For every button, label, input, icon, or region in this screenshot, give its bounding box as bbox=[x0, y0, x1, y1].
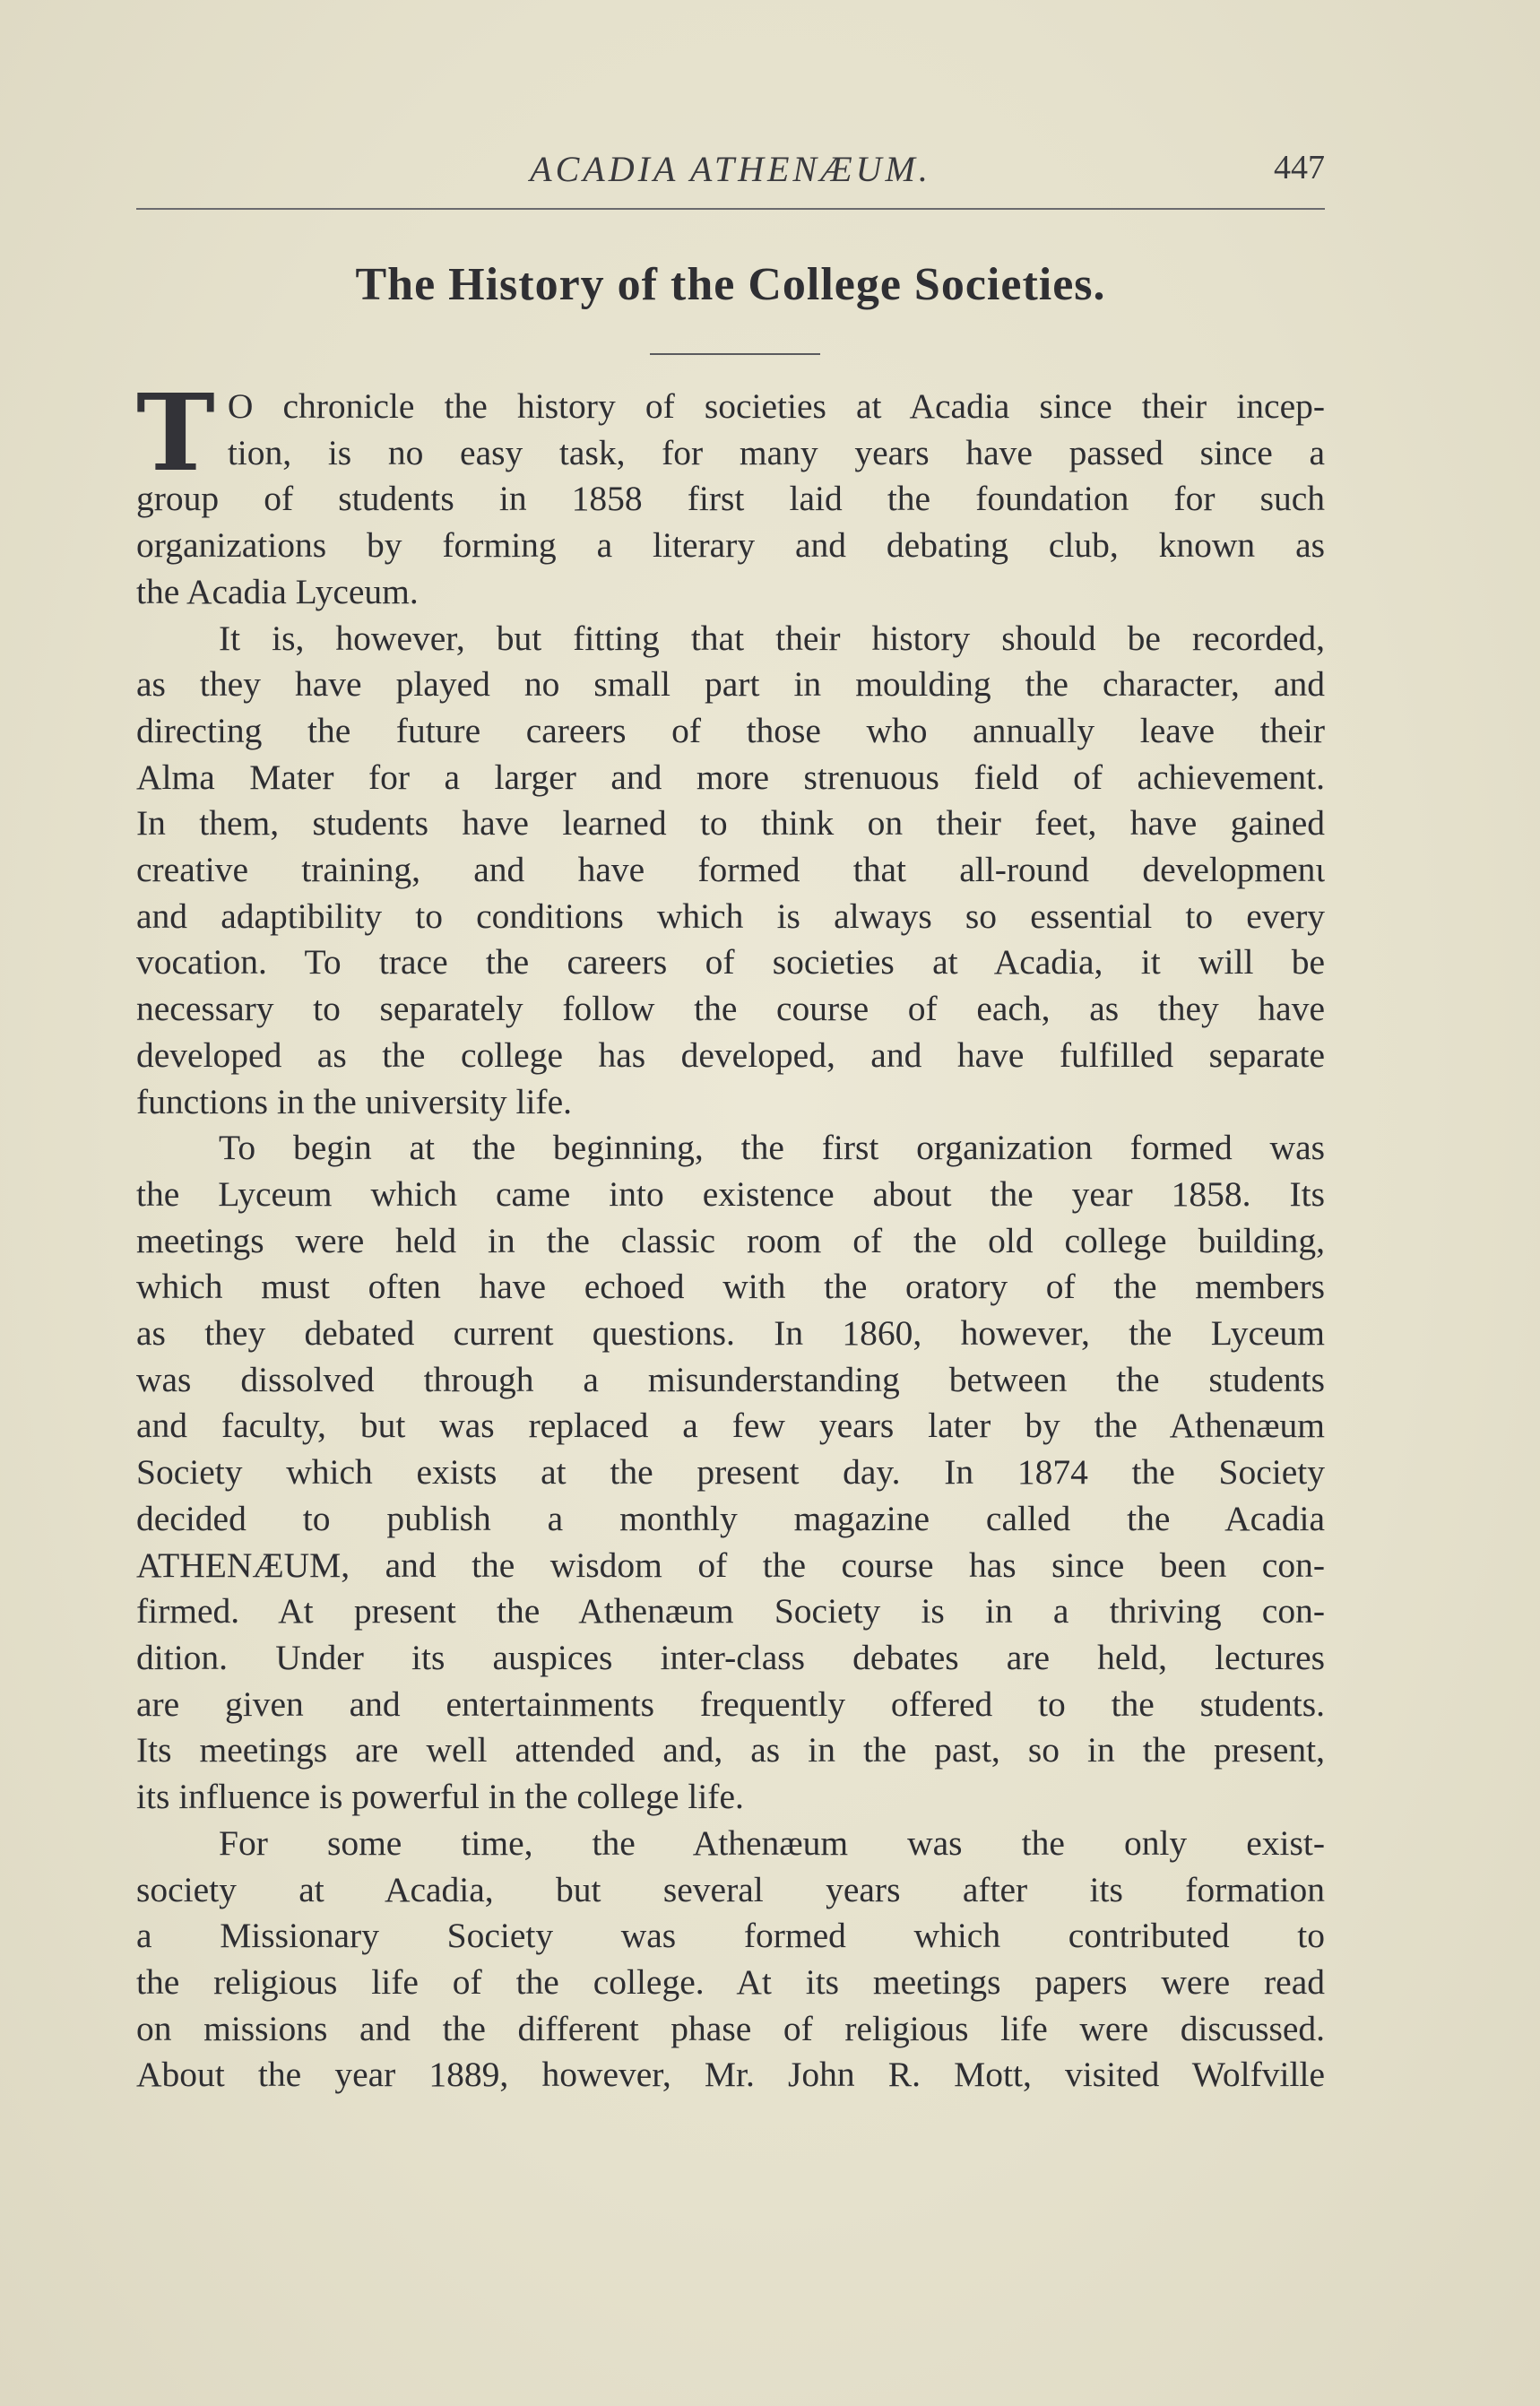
text-line: dition. Under its auspices inter-class debates are held, lectures bbox=[136, 1637, 1325, 1677]
text-line: necessary to separately follow the course of each, as they have bbox=[136, 989, 1325, 1029]
text-line: It is, however, but fitting that their history should be recorded, bbox=[219, 618, 1325, 658]
text-line: are given and entertainments frequently offered to the students. bbox=[136, 1683, 1325, 1724]
text-line: the Lyceum which came into existence about the year 1858. Its bbox=[136, 1173, 1325, 1214]
paragraph-3 bbox=[136, 1125, 1325, 1821]
paragraph-1 bbox=[136, 370, 1325, 616]
text-line: Its meetings are well attended and, as in the past, so in the present, bbox=[136, 1730, 1325, 1770]
text-line: and adaptibility to conditions which is always so essential to every bbox=[136, 896, 1325, 936]
text-line: as they have played no small part in moulding the character, and bbox=[136, 664, 1325, 705]
text-line: About the year 1889, however, Mr. John R. Mott, visited Wolfville bbox=[136, 2055, 1325, 2095]
text-line: tion, is no easy task, for many years have passed since a bbox=[227, 432, 1325, 472]
text-line: which must often have echoed with the oratory of the members bbox=[136, 1267, 1325, 1307]
text-line: For some time, the Athenæum was the only exist- bbox=[219, 1822, 1325, 1863]
text-line: was dissolved through a misunderstanding between the students bbox=[136, 1359, 1325, 1399]
text-line: vocation. To trace the careers of societies at Acadia, it will be bbox=[136, 942, 1325, 982]
text-line: a Missionary Society was formed which contributed to bbox=[136, 1916, 1325, 1956]
text-line: Alma Mater for a larger and more strenuous field of achievement. bbox=[136, 757, 1325, 797]
running-head bbox=[136, 148, 1325, 202]
text-line: on missions and the different phase of religious life were discussed. bbox=[136, 2008, 1325, 2048]
text-line: Society which exists at the present day. In 1874 the Society bbox=[136, 1452, 1325, 1493]
text-line: as they debated current questions. In 1860, however, the Lyceum bbox=[136, 1313, 1325, 1354]
title-divider bbox=[650, 353, 820, 355]
text-line: society at Acadia, but several years after its formation bbox=[136, 1869, 1325, 1909]
article-title: The History of the College Societies. bbox=[355, 259, 1106, 310]
running-title: ACADIA ATHENÆUM. bbox=[530, 149, 931, 189]
text-line: In them, students have learned to think on their feet, have gained bbox=[136, 803, 1325, 844]
text-line: the Acadia Lyceum. bbox=[136, 571, 419, 611]
text-line: group of students in 1858 first laid the foundation for such bbox=[136, 479, 1325, 519]
text-line: and faculty, but was replaced a few years later by the Athenæum bbox=[136, 1406, 1325, 1446]
text-line: To begin at the beginning, the first organization formed was bbox=[219, 1128, 1325, 1168]
text-line: creative training, and have formed that all-round developmenι bbox=[136, 850, 1325, 890]
text-line: directing the future careers of those who annually leave their bbox=[136, 710, 1325, 750]
text-line: developed as the college has developed, and have fulfilled separate bbox=[136, 1034, 1325, 1075]
text-line: firmed. At present the Athenæum Society is in a thriving con- bbox=[136, 1591, 1325, 1631]
paragraph-4 bbox=[136, 1821, 1325, 2099]
page-number: 447 bbox=[1274, 149, 1325, 186]
text-line: decided to publish a monthly magazine called the Acadia bbox=[136, 1498, 1325, 1538]
text-line: organizations by forming a literary and debating club, known as bbox=[136, 525, 1325, 566]
text-line: ATHENÆUM, and the wisdom of the course has since been con- bbox=[136, 1545, 1325, 1585]
paragraph-2 bbox=[136, 616, 1325, 1126]
text-line: the religious life of the college. At its meetings papers were read bbox=[136, 1961, 1325, 2002]
article-body bbox=[136, 370, 1325, 2099]
text-line: its influence is powerful in the college life. bbox=[136, 1777, 744, 1817]
header-rule bbox=[136, 208, 1325, 210]
text-line: functions in the university life. bbox=[136, 1081, 572, 1121]
drop-cap: T bbox=[136, 370, 215, 495]
text-line: meetings were held in the classic room of the old college building, bbox=[136, 1220, 1325, 1260]
text-line: O chronicle the history of societies at Acadia since their incep- bbox=[227, 386, 1325, 426]
